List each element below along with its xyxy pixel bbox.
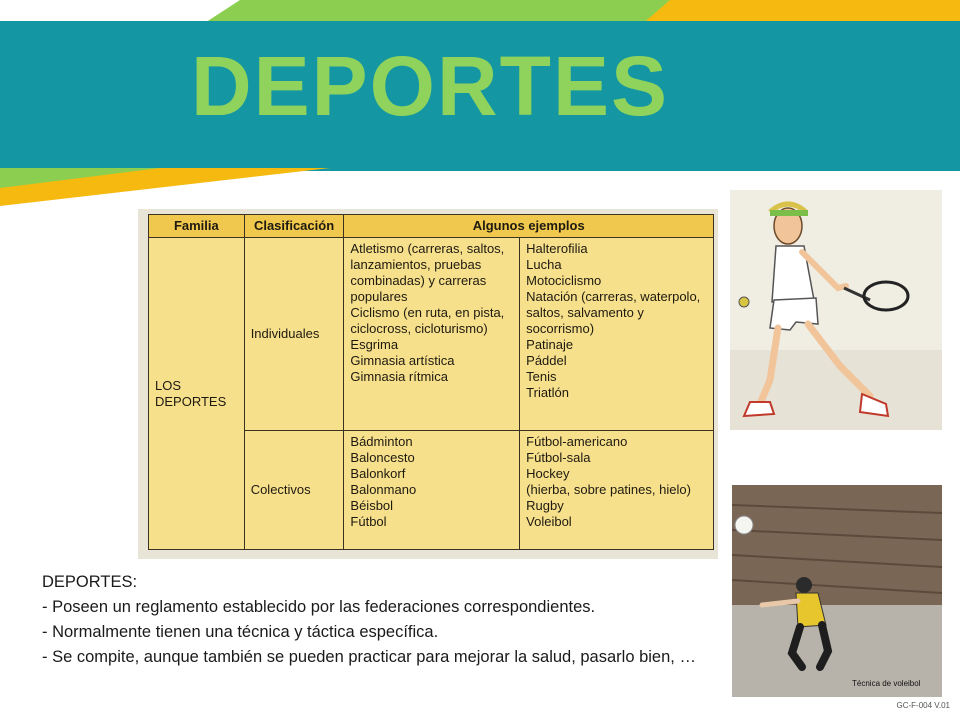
example-item: Natación (carreras, waterpolo, — [526, 289, 701, 304]
footer-code: GC-F-004 V.01 — [896, 701, 950, 710]
family-cell — [149, 238, 245, 550]
page-title: DEPORTES — [190, 39, 670, 133]
example-item: Voleibol — [526, 513, 572, 529]
volleyball-caption: Técnica de voleibol — [852, 679, 921, 688]
tennis-player-icon — [730, 190, 942, 430]
example-item: Triatlón — [526, 385, 570, 400]
description-point: - Poseen un reglamento establecido por las federaciones correspondientes. — [42, 598, 596, 616]
classification-cell: Colectivos — [244, 430, 344, 549]
example-item: Gimnasia artística — [350, 353, 455, 368]
example-item: Fútbol-americano — [526, 433, 628, 449]
classification-cell: Individuales — [244, 238, 344, 431]
example-item: populares — [350, 289, 408, 304]
volleyball-player-photo — [732, 485, 942, 697]
example-item: Lucha — [526, 257, 562, 272]
description-point: - Se compite, aunque también se pueden practicar para mejorar la salud, pasarlo bien, … — [42, 648, 696, 666]
example-item: saltos, salvamento y — [526, 305, 644, 320]
examples-right-cell — [520, 430, 714, 549]
example-item: Gimnasia rítmica — [350, 369, 448, 384]
example-item: Rugby — [526, 497, 564, 513]
example-item: Esgrima — [350, 337, 399, 352]
example-item: Fútbol-sala — [526, 449, 591, 465]
header-ejemplos: Algunos ejemplos — [344, 215, 714, 238]
example-item: Atletismo (carreras, saltos, — [350, 241, 505, 256]
example-item: socorrismo) — [526, 321, 595, 336]
example-item: Balonkorf — [350, 465, 406, 481]
example-item: Tenis — [526, 369, 557, 384]
example-item: ciclocross, cicloturismo) — [350, 321, 488, 336]
example-item: lanzamientos, pruebas — [350, 257, 482, 272]
examples-right-cell — [520, 238, 714, 431]
header-clasificacion: Clasificación — [244, 215, 344, 238]
description-heading: DEPORTES: — [42, 573, 138, 591]
examples-left-cell — [344, 430, 520, 549]
example-item: Bádminton — [350, 433, 413, 449]
example-item: Páddel — [526, 353, 567, 368]
table-row — [149, 238, 714, 431]
example-item: Ciclismo (en ruta, en pista, — [350, 305, 505, 320]
example-item: Hockey — [526, 465, 570, 481]
header-familia: Familia — [149, 215, 245, 238]
tennis-player-illustration — [730, 190, 942, 430]
example-item: Baloncesto — [350, 449, 415, 465]
example-item: Motociclismo — [526, 273, 602, 288]
family-line-2: DEPORTES — [155, 393, 227, 409]
volleyball-player-icon — [732, 485, 942, 697]
description-text — [42, 570, 722, 670]
example-item: Halterofilia — [526, 241, 588, 256]
table-header-row — [149, 215, 714, 238]
examples-left-cell — [344, 238, 520, 431]
example-item: Balonmano — [350, 481, 417, 497]
example-item: combinadas) y carreras — [350, 273, 487, 288]
description-point: - Normalmente tienen una técnica y táctica específica. — [42, 623, 439, 641]
family-line-1: LOS — [155, 377, 182, 393]
example-item: (hierba, sobre patines, hielo) — [526, 481, 691, 497]
example-item: Patinaje — [526, 337, 574, 352]
sports-classification-table — [148, 214, 714, 550]
example-item: Fútbol — [350, 513, 387, 529]
lower-decorative-stripes — [0, 168, 330, 208]
example-item: Béisbol — [350, 497, 394, 513]
